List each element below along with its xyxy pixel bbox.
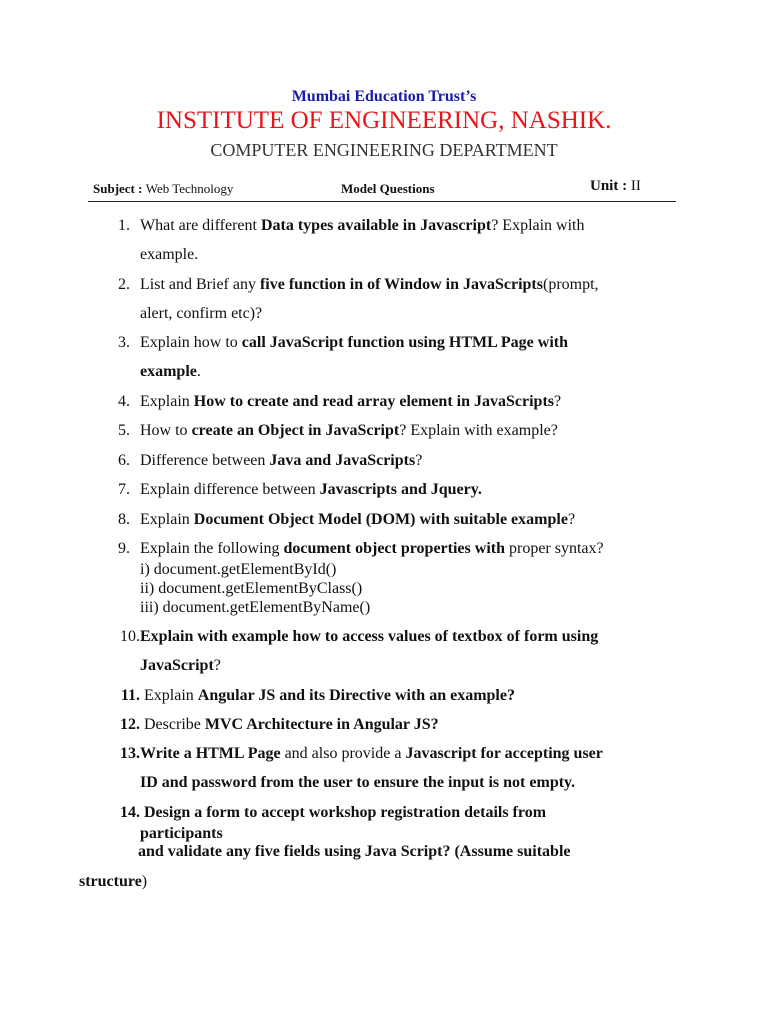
sub-item-2: ii) document.getElementByClass() bbox=[140, 580, 363, 597]
model-questions-label: Model Questions bbox=[341, 181, 435, 196]
question-text bbox=[140, 622, 598, 651]
subject-label: Subject : bbox=[93, 181, 146, 196]
text-bold: five function in of Window in JavaScripts bbox=[259, 276, 543, 293]
question-text bbox=[140, 710, 439, 739]
department-name: COMPUTER ENGINEERING DEPARTMENT bbox=[210, 140, 558, 160]
text-bold: create an Object in JavaScript bbox=[191, 422, 400, 439]
question-number: 12. bbox=[120, 716, 140, 733]
question-text-line2: alert, confirm etc)? bbox=[140, 305, 263, 322]
text-span: ? bbox=[213, 657, 221, 674]
text-bold: Data types available in Javascript bbox=[260, 217, 492, 234]
unit-line bbox=[590, 178, 641, 195]
text-span: How to bbox=[140, 422, 192, 439]
question-text bbox=[140, 416, 558, 445]
text-span: Explain the following bbox=[140, 540, 284, 557]
question-text-line2 bbox=[140, 357, 201, 386]
question-number: 7. bbox=[118, 481, 130, 498]
text-span: Explain bbox=[140, 687, 198, 704]
unit-value: II bbox=[630, 178, 641, 194]
text-bold: call JavaScript function using HTML Page with bbox=[241, 334, 569, 351]
text-span: List and Brief any bbox=[140, 276, 260, 293]
question-number: 11. bbox=[120, 687, 140, 704]
text-span: and also provide a bbox=[280, 745, 406, 762]
subject-line bbox=[93, 181, 233, 197]
text-bold: How to create and read array element in JavaScripts bbox=[193, 393, 554, 410]
institute-name: INSTITUTE OF ENGINEERING, NASHIK. bbox=[156, 107, 612, 134]
question-text bbox=[140, 211, 585, 240]
text-span: Difference between bbox=[140, 452, 270, 469]
trust-name: Mumbai Education Trust’s bbox=[291, 88, 477, 105]
text-bold: document object properties with bbox=[283, 540, 505, 557]
question-text-line2: participants bbox=[140, 825, 223, 842]
text-bold: JavaScript bbox=[140, 657, 214, 674]
text-span: proper syntax? bbox=[504, 540, 604, 557]
text-span: ? bbox=[554, 393, 562, 410]
text-span: Describe bbox=[140, 716, 205, 733]
text-span: (prompt, bbox=[542, 276, 599, 293]
text-bold: Java and JavaScripts bbox=[269, 452, 416, 469]
text-bold: MVC Architecture in Angular JS? bbox=[204, 716, 439, 733]
question-number: 3. bbox=[118, 334, 130, 351]
text-span: . bbox=[196, 363, 201, 380]
text-bold: Document Object Model (DOM) with suitable example bbox=[193, 511, 568, 528]
text-bold: ID and password from the user to ensure the input is not empty. bbox=[140, 774, 576, 791]
question-text bbox=[140, 387, 561, 416]
text-span: ? bbox=[567, 511, 576, 528]
sub-item-3: iii) document.getElementByName() bbox=[140, 599, 371, 616]
question-text: Design a form to accept workshop registration details from bbox=[140, 804, 547, 821]
question-text bbox=[140, 475, 482, 504]
question-number: 2. bbox=[118, 276, 130, 293]
question-text-line2: example. bbox=[140, 246, 199, 263]
sub-item-1: i) document.getElementById() bbox=[140, 561, 337, 578]
question-number: 13. bbox=[120, 745, 140, 762]
text-span: Explain bbox=[140, 511, 194, 528]
text-span: ) bbox=[141, 873, 148, 890]
header-rule bbox=[88, 201, 676, 202]
question-number: 14. bbox=[120, 804, 140, 821]
text-span: Explain difference between bbox=[140, 481, 320, 498]
question-text bbox=[140, 270, 599, 299]
text-bold: Angular JS and its Directive with an example? bbox=[197, 687, 515, 704]
question-number: 5. bbox=[118, 422, 130, 439]
question-text bbox=[140, 505, 575, 534]
text-bold: Javascripts and Jquery. bbox=[319, 481, 482, 498]
question-number: 4. bbox=[118, 393, 130, 410]
question-number: 1. bbox=[118, 217, 130, 234]
text-bold: Write a HTML Page bbox=[140, 745, 281, 762]
text-bold: Explain with example how to access values of textbox of form using bbox=[140, 628, 599, 645]
unit-label: Unit : bbox=[590, 178, 631, 194]
text-bold: structure bbox=[79, 873, 142, 890]
subject-value: Web Technology bbox=[145, 181, 234, 196]
text-span: Explain bbox=[140, 393, 194, 410]
text-bold: Javascript for accepting user bbox=[405, 745, 603, 762]
text-span: What are different bbox=[140, 217, 261, 234]
question-text-line3: and validate any five fields using Java Script? (Assume suitable bbox=[138, 843, 571, 860]
text-span: ? Explain with bbox=[491, 217, 585, 234]
question-text-line2 bbox=[140, 651, 221, 680]
question-text bbox=[140, 739, 603, 768]
question-text bbox=[140, 681, 515, 710]
question-text bbox=[140, 328, 568, 357]
text-span: Explain how to bbox=[140, 334, 242, 351]
question-number: 10. bbox=[120, 628, 140, 645]
text-span: ? Explain with example? bbox=[399, 422, 558, 439]
question-text-line2 bbox=[140, 768, 575, 797]
question-number: 9. bbox=[118, 540, 130, 557]
question-number: 8. bbox=[118, 511, 130, 528]
question-text-line4 bbox=[79, 867, 147, 896]
question-text bbox=[140, 534, 604, 563]
text-bold: example bbox=[140, 363, 197, 380]
text-span: ? bbox=[415, 452, 423, 469]
question-number: 6. bbox=[118, 452, 130, 469]
question-text bbox=[140, 446, 422, 475]
